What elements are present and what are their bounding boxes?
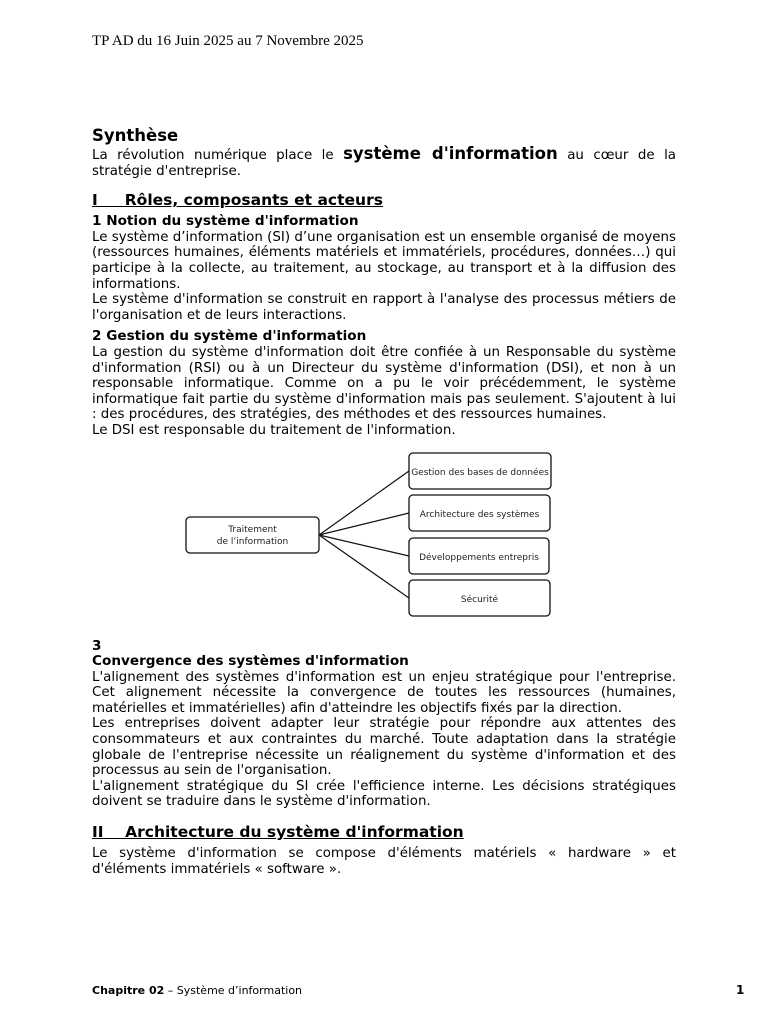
page-content (92, 126, 676, 877)
footer-chapter: Chapitre 02 (92, 984, 165, 997)
subsection-3-paragraph-3: L'alignement stratégique du SI crée l'efficience interne. Les décisions stratégiques doivent se traduire dans le système d'information. (92, 778, 676, 810)
subsection-1-title: 1 Notion du système d'information (92, 213, 359, 230)
subsection-1-paragraph-1: Le système d’information (SI) d’une organisation est un ensemble organisé de moyens (ressources humaines, éléments matériels et immatériels, procédures, données…) qui participe à la collecte, au traitement, au stockage, au transport et à la diffusion des informations. (92, 229, 676, 292)
section-2-paragraph-1: Le système d'information se compose d'éléments matériels « hardware » et d'éléments immatériels « software ». (92, 846, 676, 877)
center-box (186, 517, 319, 553)
synthese-intro (92, 146, 676, 179)
branch-label-2: Architecture des systèmes (419, 509, 540, 520)
page-footer (92, 984, 302, 997)
synthese-title: Synthèse (92, 126, 179, 145)
connector-line-1 (319, 471, 409, 535)
center-label-line-1: Traitement (228, 524, 277, 535)
center-label-line-2: de l’information (216, 536, 289, 547)
intro-text-start: La révolution numérique place le (92, 148, 344, 163)
footer-subject: Système d’information (176, 984, 303, 997)
subsection-1-paragraph-2: Le système d'information se construit en rapport à l'analyse des processus métiers de l'organisation et de leurs interactions. (92, 292, 676, 323)
information-processing-diagram (92, 450, 676, 633)
subsection-2-paragraph-2: Le DSI est responsable du traitement de l'information. (92, 422, 456, 438)
subsection-2-paragraph-1: La gestion du système d'information doit être confiée à un Responsable du système d'information (RSI) ou à un Directeur du système d'information (DSI), et non à un responsable informatique. Comme on a pu le voir précédemment, le système informatique fait partie du système d'information mais pas seulement. S'ajoutent à lui : des procédures, des stratégies, des méthodes et des ressources humaines. (92, 344, 676, 423)
connector-line-4 (319, 535, 409, 598)
page-header: TP AD du 16 Juin 2025 au 7 Novembre 2025 (92, 33, 364, 49)
subsection-3-paragraph-2: Les entreprises doivent adapter leur stratégie pour répondre aux attentes des consommateurs et aux contraintes du marché. Toute adaptation dans la stratégie globale de l'entreprise nécessite un réalignement du système d'information et des processus au sein de l'organisation. (92, 716, 676, 779)
connector-line-2 (319, 513, 409, 535)
section-1-title: I Rôles, composants et acteurs (92, 191, 383, 210)
intro-emphasis: système d'information (343, 144, 558, 163)
connector-line-3 (319, 535, 409, 556)
page-number: 1 (736, 983, 745, 997)
branch-label-1: Gestion des bases de données (411, 467, 549, 478)
footer-separator: – (164, 984, 177, 997)
subsection-3-paragraph-1: L'alignement des systèmes d'information est un enjeu stratégique pour l'entreprise. Cet alignement nécessite la convergence de toutes les ressources (humaines, matérielles et immatérielles) afin d'atteindre les objectifs fixés par la direction. (92, 669, 676, 716)
subsection-2-title: 2 Gestion du système d'information (92, 328, 367, 345)
subsection-3-number: 3 (92, 637, 102, 654)
branch-label-4: Sécurité (460, 594, 499, 605)
diagram-svg (92, 450, 676, 633)
intro-text-end: au cœur de la stratégie d'entreprise. (92, 148, 677, 179)
branch-label-3: Développements entrepris (419, 552, 539, 563)
section-2-title: II Architecture du système d'information (92, 823, 464, 842)
subsection-3-title: Convergence des systèmes d'information (92, 653, 409, 670)
